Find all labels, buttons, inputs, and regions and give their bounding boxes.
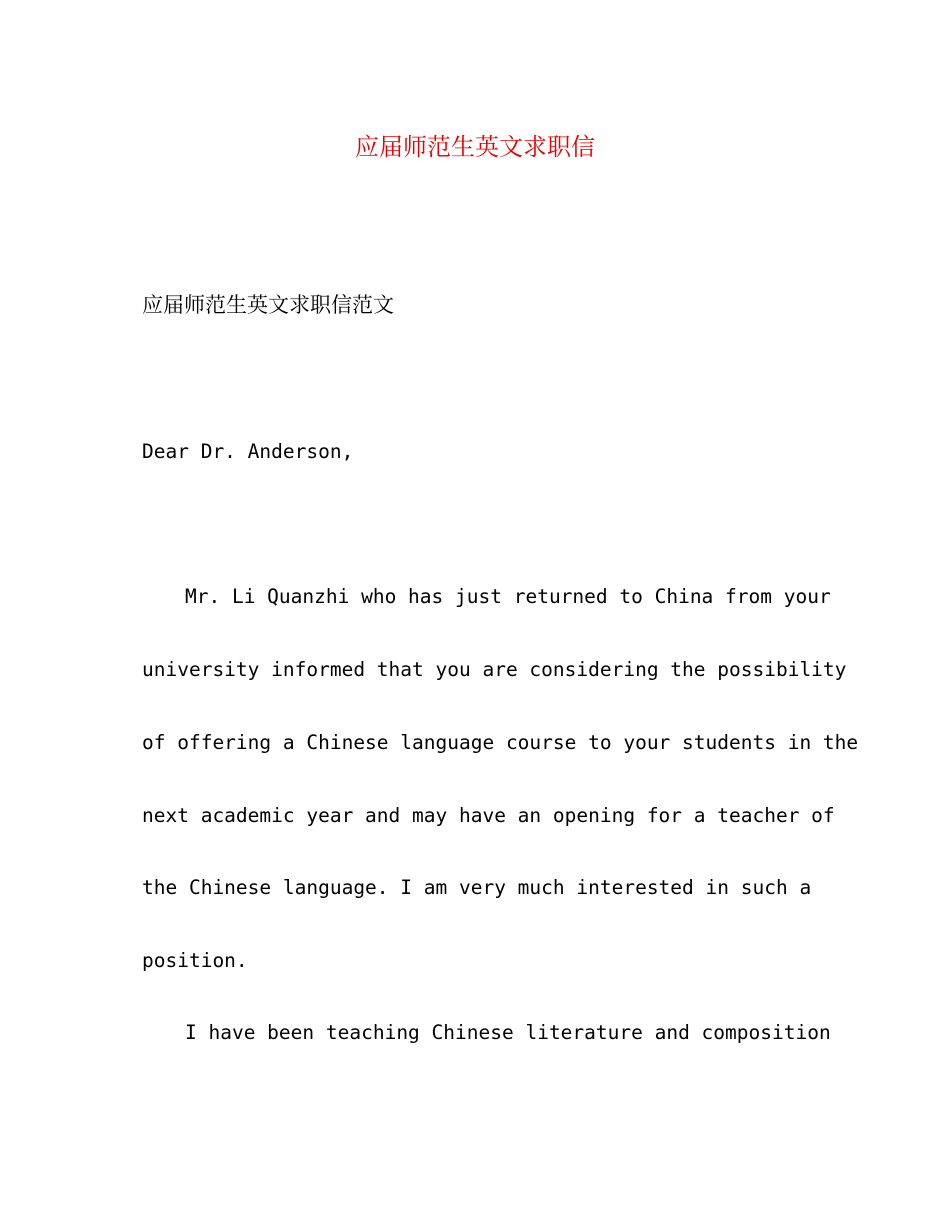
document-subtitle: 应届师范生英文求职信范文 [142, 293, 394, 317]
paragraph-1-line-1: Mr. Li Quanzhi who has just returned to China from your [185, 585, 831, 608]
paragraph-1-line-5: the Chinese language. I am very much interested in such a [142, 876, 812, 899]
paragraph-1-line-3: of offering a Chinese language course to your students in the [142, 731, 859, 754]
paragraph-1-line-6: position. [142, 949, 248, 972]
document-title: 应届师范生英文求职信 [355, 133, 595, 161]
salutation: Dear Dr. Anderson, [142, 440, 354, 463]
paragraph-1-line-4: next academic year and may have an opening for a teacher of [142, 804, 835, 827]
paragraph-2-line-1: I have been teaching Chinese literature and composition [185, 1021, 831, 1044]
paragraph-1-line-2: university informed that you are considering the possibility [142, 658, 847, 681]
